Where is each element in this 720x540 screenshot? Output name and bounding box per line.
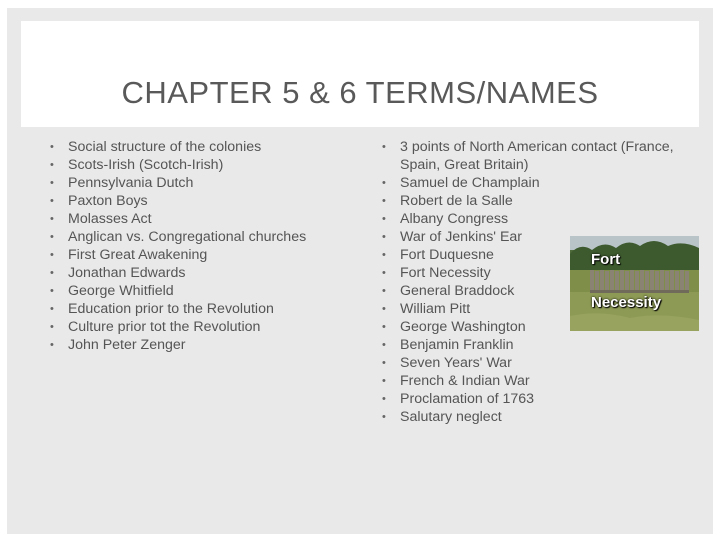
- list-item: • Education prior to the Revolution: [50, 300, 350, 318]
- list-item: • Jonathan Edwards: [50, 264, 350, 282]
- list-item: • Albany Congress: [382, 210, 682, 228]
- list-item: • Paxton Boys: [50, 192, 350, 210]
- list-item: • War of Jenkins' Ear: [382, 228, 682, 246]
- list-item: • Scots-Irish (Scotch-Irish): [50, 156, 350, 174]
- list-item: • General Braddock: [382, 282, 682, 300]
- list-item: • French & Indian War: [382, 372, 682, 390]
- list-item: • Molasses Act: [50, 210, 350, 228]
- list-item: • Fort Duquesne: [382, 246, 682, 264]
- left-term-list: [50, 138, 350, 354]
- list-item: • Samuel de Champlain: [382, 174, 682, 192]
- page-title: CHAPTER 5 & 6 TERMS/NAMES: [121, 75, 599, 110]
- title-bar: [21, 21, 699, 127]
- list-item: • First Great Awakening: [50, 246, 350, 264]
- photo-label-fort: Fort: [591, 251, 621, 268]
- list-item: • Robert de la Salle: [382, 192, 682, 210]
- list-item: • Social structure of the colonies: [50, 138, 350, 156]
- list-item: • Anglican vs. Congregational churches: [50, 228, 350, 246]
- list-item: • Culture prior tot the Revolution: [50, 318, 350, 336]
- fort-necessity-photo: [570, 236, 699, 331]
- list-item: • George Whitfield: [50, 282, 350, 300]
- list-item: • Salutary neglect: [382, 408, 682, 426]
- list-item: • Seven Years' War: [382, 354, 682, 372]
- list-item: • William Pitt: [382, 300, 682, 318]
- list-item: • George Washington: [382, 318, 682, 336]
- list-item: • Proclamation of 1763: [382, 390, 682, 408]
- list-item: • Pennsylvania Dutch: [50, 174, 350, 192]
- list-item: • Benjamin Franklin: [382, 336, 682, 354]
- fort-photo-illustration: [570, 236, 699, 331]
- photo-label-necessity: Necessity: [591, 294, 662, 311]
- list-item: • John Peter Zenger: [50, 336, 350, 354]
- list-item: • 3 points of North American contact (France, Spain, Great Britain): [382, 138, 682, 174]
- list-item: • Fort Necessity: [382, 264, 682, 282]
